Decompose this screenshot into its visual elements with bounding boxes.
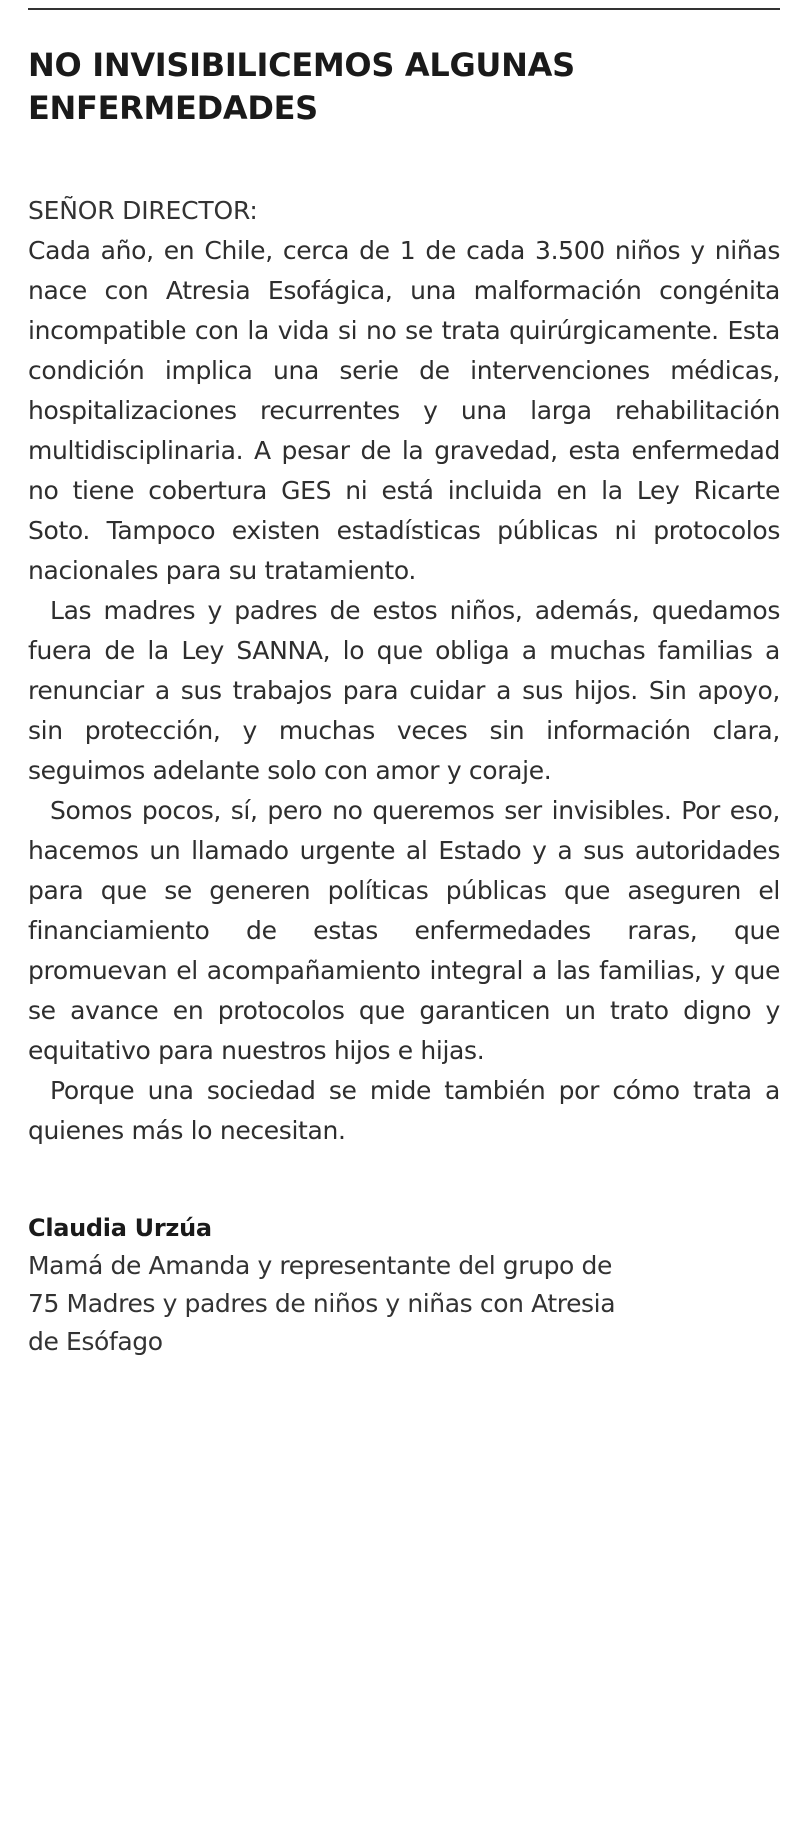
author-role: Mamá de Amanda y representante del grupo de 75 Madres y padres de niños y niñas con Atresia de Esófago: [28, 1251, 616, 1356]
paragraph-3: Somos pocos, sí, pero no queremos ser invisibles. Por eso, hacemos un llamado urgente al Estado y a sus autoridades para que se generen políticas públicas que aseguren el financiamiento de estas enfermedades raras, que promuevan el acompañamiento integral a las familias, y que se avance en protocolos que garanticen un trato digno y equitativo para nuestros hijos e hijas.: [28, 796, 780, 1065]
letter-body: [28, 231, 780, 1151]
letter-to-editor: [28, 44, 780, 1361]
paragraph-1: Cada año, en Chile, cerca de 1 de cada 3.500 niños y niñas nace con Atresia Esofágica, una malformación congénita incompatible con la vida si no se trata quirúrgicamente. Esta condición implica una serie de intervenciones médicas, hospitalizaciones recurrentes y una larga rehabilitación multidisciplinaria. A pesar de la gravedad, esta enfermedad no tiene cobertura GES ni está incluida en la Ley Ricarte Soto. Tampoco existen estadísticas públicas ni protocolos nacionales para su tratamiento.: [28, 236, 780, 585]
paragraph-4: Porque una sociedad se mide también por cómo trata a quienes más lo necesitan.: [28, 1076, 780, 1145]
author-name: Claudia Urzúa: [28, 1214, 212, 1242]
letter-headline: NO INVISIBILICEMOS ALGUNAS ENFERMEDADES: [28, 46, 575, 127]
signature-block: [28, 1209, 780, 1361]
salutation: SEÑOR DIRECTOR:: [28, 196, 258, 225]
top-divider: [28, 8, 780, 10]
paragraph-2: Las madres y padres de estos niños, además, quedamos fuera de la Ley SANNA, lo que obliga a muchas familias a renunciar a sus trabajos para cuidar a sus hijos. Sin apoyo, sin protección, y muchas veces sin información clara, seguimos adelante solo con amor y coraje.: [28, 596, 780, 785]
